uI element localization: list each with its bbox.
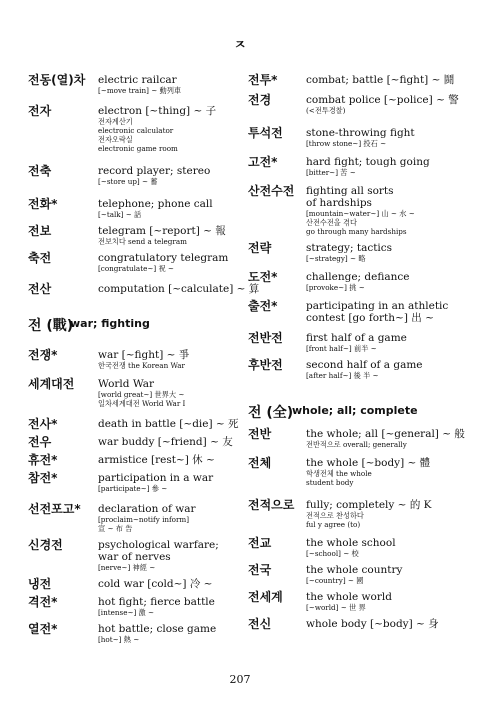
entry-definition: the whole; all [~general] ~ 般 bbox=[306, 428, 465, 440]
entry-definition: hot fight; fierce battle bbox=[98, 596, 215, 608]
entry-definition: fully; completely ~ 的 K bbox=[306, 499, 432, 511]
entry-definition: congratulatory telegram bbox=[98, 252, 229, 264]
entry-definition: participating in an athletic bbox=[306, 300, 449, 312]
entry-term: 전축 bbox=[28, 164, 52, 178]
entry-definition: first half of a game bbox=[306, 332, 407, 344]
entry-etymology-or-example: [hot~] 熱 ~ bbox=[98, 635, 140, 644]
entry-definition: war buddy [~friend] ~ 友 bbox=[98, 436, 233, 448]
dictionary-entry bbox=[248, 271, 460, 292]
dictionary-entry bbox=[248, 499, 460, 529]
entry-term: 도전* bbox=[248, 270, 278, 284]
dictionary-entry bbox=[28, 623, 244, 644]
dictionary-entry bbox=[248, 457, 460, 487]
dictionary-entry bbox=[28, 74, 244, 95]
entry-term: 전국 bbox=[248, 563, 272, 577]
entry-term: 전신 bbox=[248, 617, 272, 631]
entry-term: 산전수전 bbox=[248, 184, 295, 198]
page-number: 207 bbox=[229, 673, 251, 686]
entry-definition: declaration of war bbox=[98, 503, 196, 515]
entry-term: 신경전 bbox=[28, 538, 63, 552]
entry-term: 전반전 bbox=[248, 331, 283, 345]
dictionary-entry bbox=[28, 349, 244, 370]
entry-term: 투석전 bbox=[248, 126, 283, 140]
entry-definition: hard fight; tough going bbox=[306, 156, 430, 168]
entry-term: 격전* bbox=[28, 595, 58, 609]
entry-definition: hot battle; close game bbox=[98, 623, 217, 635]
dictionary-entry bbox=[248, 94, 460, 115]
entry-definition: record player; stereo bbox=[98, 165, 211, 177]
entry-term: 전적으로 bbox=[248, 498, 295, 512]
page-header-letter: ㅈ bbox=[233, 38, 247, 53]
entry-term: 세계대전 bbox=[28, 377, 75, 391]
entry-term: 전세계 bbox=[248, 590, 283, 604]
dictionary-entry bbox=[248, 332, 460, 353]
entry-definition: whole body [~body] ~ 身 bbox=[306, 618, 439, 630]
entry-etymology-or-example: [world great~] 世界大 ~ bbox=[98, 390, 185, 399]
dictionary-entry bbox=[28, 472, 244, 493]
dictionary-entry bbox=[28, 418, 244, 430]
entry-etymology-or-example: 학생전체 the whole bbox=[306, 469, 372, 478]
entry-etymology-or-example: [~talk] ~ 話 bbox=[98, 210, 142, 219]
entry-term: 전투* bbox=[248, 73, 278, 87]
dictionary-entry bbox=[248, 74, 460, 86]
entry-definition: participation in a war bbox=[98, 472, 214, 484]
entry-etymology-or-example: [throw stone~] 投石 ~ bbox=[306, 139, 387, 148]
entry-term: 냉전 bbox=[28, 577, 52, 591]
entry-term: 전체 bbox=[248, 456, 272, 470]
entry-etymology-or-example: [congratulate~] 祝 ~ bbox=[98, 264, 174, 273]
entry-term: 열전* bbox=[28, 622, 58, 636]
entry-etymology-or-example: [nerve~] 神經 ~ bbox=[98, 563, 156, 572]
entry-etymology-or-example: 전반적으로 overall; generally bbox=[306, 440, 407, 449]
entry-term: 전화* bbox=[28, 197, 58, 211]
entry-definition: war [~fight] ~ 爭 bbox=[98, 349, 190, 361]
entry-definition: stone-throwing fight bbox=[306, 127, 415, 139]
entry-etymology-or-example: [participate~] 參 ~ bbox=[98, 484, 168, 493]
section-heading-meaning: war; fighting bbox=[70, 317, 150, 330]
entry-term: 선전포고* bbox=[28, 502, 81, 516]
entry-etymology-or-example: 한국전쟁 the Korean War bbox=[98, 361, 185, 370]
entry-etymology-or-example: electronic game room bbox=[98, 144, 178, 153]
entry-term: 전산 bbox=[28, 282, 52, 296]
entry-definition: World War bbox=[98, 378, 154, 390]
entry-etymology-or-example: [~country] ~ 國 bbox=[306, 576, 364, 585]
dictionary-entry bbox=[28, 503, 244, 533]
entry-definition: of hardships bbox=[306, 197, 372, 209]
entry-definition: the whole school bbox=[306, 537, 396, 549]
entry-term: 전반 bbox=[248, 427, 272, 441]
entry-term: 전쟁* bbox=[28, 348, 58, 362]
entry-etymology-or-example: ful y agree (to) bbox=[306, 520, 361, 529]
entry-etymology-or-example: [provoke~] 挑 ~ bbox=[306, 283, 365, 292]
entry-etymology-or-example: [after half~] 後 半 ~ bbox=[306, 371, 379, 380]
section-heading-character: 전 (全) bbox=[248, 405, 294, 421]
dictionary-entry bbox=[248, 242, 460, 263]
entry-definition: the whole [~body] ~ 體 bbox=[306, 457, 431, 469]
entry-etymology-or-example: [~school] ~ 校 bbox=[306, 549, 359, 558]
dictionary-entry bbox=[248, 618, 460, 630]
entry-definition: strategy; tactics bbox=[306, 242, 393, 254]
entry-definition: electric railcar bbox=[98, 74, 177, 86]
dictionary-entry bbox=[28, 436, 244, 448]
entry-term: 참전* bbox=[28, 471, 58, 485]
entry-definition: the whole country bbox=[306, 564, 403, 576]
dictionary-entry bbox=[248, 156, 460, 177]
entry-etymology-or-example: [mountain~water~] 山 ~ 水 ~ bbox=[306, 209, 415, 218]
entry-definition: challenge; defiance bbox=[306, 271, 410, 283]
entry-term: 후반전 bbox=[248, 358, 283, 372]
entry-term: 휴전* bbox=[28, 453, 58, 467]
entry-definition: death in battle [~die] ~ 死 bbox=[98, 418, 239, 430]
entry-term: 전우 bbox=[28, 435, 52, 449]
entry-term: 전자 bbox=[28, 104, 52, 118]
dictionary-entry bbox=[248, 127, 460, 148]
entry-definition: telegram [~report] ~ 報 bbox=[98, 225, 226, 237]
right-column bbox=[248, 73, 465, 631]
dictionary-entry bbox=[248, 427, 465, 449]
section-heading bbox=[248, 402, 460, 421]
entry-etymology-or-example: [bitter~] 苦 ~ bbox=[306, 168, 356, 177]
dictionary-entry bbox=[28, 454, 244, 466]
dictionary-entry bbox=[248, 185, 460, 236]
entry-etymology-or-example: [intense~] 激 ~ bbox=[98, 608, 155, 617]
entry-etymology-or-example: 전적으로 찬성하다 bbox=[306, 511, 364, 520]
entry-etymology-or-example: [~store up] ~ 蓄 bbox=[98, 177, 158, 186]
entry-definition: the whole world bbox=[306, 591, 392, 603]
entry-etymology-or-example: 전자오락실 bbox=[98, 135, 133, 144]
entry-term: 전사* bbox=[28, 417, 58, 431]
entry-etymology-or-example: [front half~] 前半 ~ bbox=[306, 344, 377, 353]
entry-etymology-or-example: student body bbox=[306, 478, 354, 487]
entry-term: 전경 bbox=[248, 93, 272, 107]
entry-definition: psychological warfare; bbox=[98, 539, 219, 551]
entry-etymology-or-example: 일차세계대전 World War I bbox=[98, 399, 186, 408]
entry-term: 전교 bbox=[248, 536, 272, 550]
entry-etymology-or-example: [proclaim~notify inform] bbox=[98, 515, 190, 524]
dictionary-entry bbox=[28, 578, 244, 590]
entry-definition: cold war [cold~] 冷 ~ bbox=[98, 578, 213, 590]
entry-definition: armistice [rest~] 休 ~ bbox=[98, 454, 215, 466]
dictionary-entry bbox=[28, 282, 260, 296]
entry-definition: telephone; phone call bbox=[98, 198, 213, 210]
entry-etymology-or-example: [~world] ~ 世 界 bbox=[306, 603, 366, 612]
section-heading bbox=[28, 315, 244, 334]
entry-etymology-or-example: go through many hardships bbox=[306, 227, 407, 236]
entry-term: 출전* bbox=[248, 299, 278, 313]
section-heading-character: 전 (戰) bbox=[28, 318, 74, 334]
dictionary-entry bbox=[28, 378, 244, 408]
dictionary-entry bbox=[28, 225, 244, 246]
entry-term: 고전* bbox=[248, 155, 278, 169]
dictionary-entry bbox=[28, 539, 244, 572]
entry-etymology-or-example: electronic calculator bbox=[98, 126, 174, 135]
entry-term: 전보 bbox=[28, 224, 52, 238]
entry-definition: combat; battle [~fight] ~ 鬪 bbox=[306, 74, 455, 86]
dictionary-entry bbox=[28, 252, 244, 273]
dictionary-entry bbox=[28, 596, 244, 617]
entry-etymology-or-example: 산전수전을 겪다 bbox=[306, 218, 357, 227]
dictionary-entry bbox=[248, 359, 460, 380]
entry-term: 전동(열)차 bbox=[28, 73, 86, 87]
entry-definition: computation [~calculate] ~ 算 bbox=[98, 283, 260, 295]
dictionary-entry bbox=[28, 105, 244, 153]
section-heading-meaning: whole; all; complete bbox=[292, 404, 418, 417]
dictionary-entry bbox=[248, 300, 460, 324]
entry-etymology-or-example: [~strategy] ~ 略 bbox=[306, 254, 366, 263]
dictionary-entry bbox=[248, 591, 460, 612]
entry-etymology-or-example: 전보치다 send a telegram bbox=[98, 237, 187, 246]
entry-definition: electron [~thing] ~ 子 bbox=[98, 105, 217, 117]
entry-etymology-or-example: (<전투경찰) bbox=[306, 106, 346, 115]
entry-definition: war of nerves bbox=[98, 551, 171, 563]
entry-term: 축전 bbox=[28, 251, 52, 265]
entry-etymology-or-example: 전자계산기 bbox=[98, 117, 133, 126]
entry-definition: fighting all sorts bbox=[306, 185, 394, 197]
entry-etymology-or-example: [~move train] ~ 動列車 bbox=[98, 86, 182, 95]
entry-term: 전략 bbox=[248, 241, 272, 255]
entry-definition: second half of a game bbox=[306, 359, 423, 371]
dictionary-entry bbox=[28, 198, 244, 219]
dictionary-entry bbox=[28, 165, 244, 186]
dictionary-entry bbox=[248, 564, 460, 585]
entry-definition: combat police [~police] ~ 警 bbox=[306, 94, 459, 106]
entry-definition: contest [go forth~] 出 ~ bbox=[306, 312, 434, 324]
dictionary-entry bbox=[248, 537, 460, 558]
entry-etymology-or-example: 宣 ~ 布 告 bbox=[98, 524, 133, 533]
